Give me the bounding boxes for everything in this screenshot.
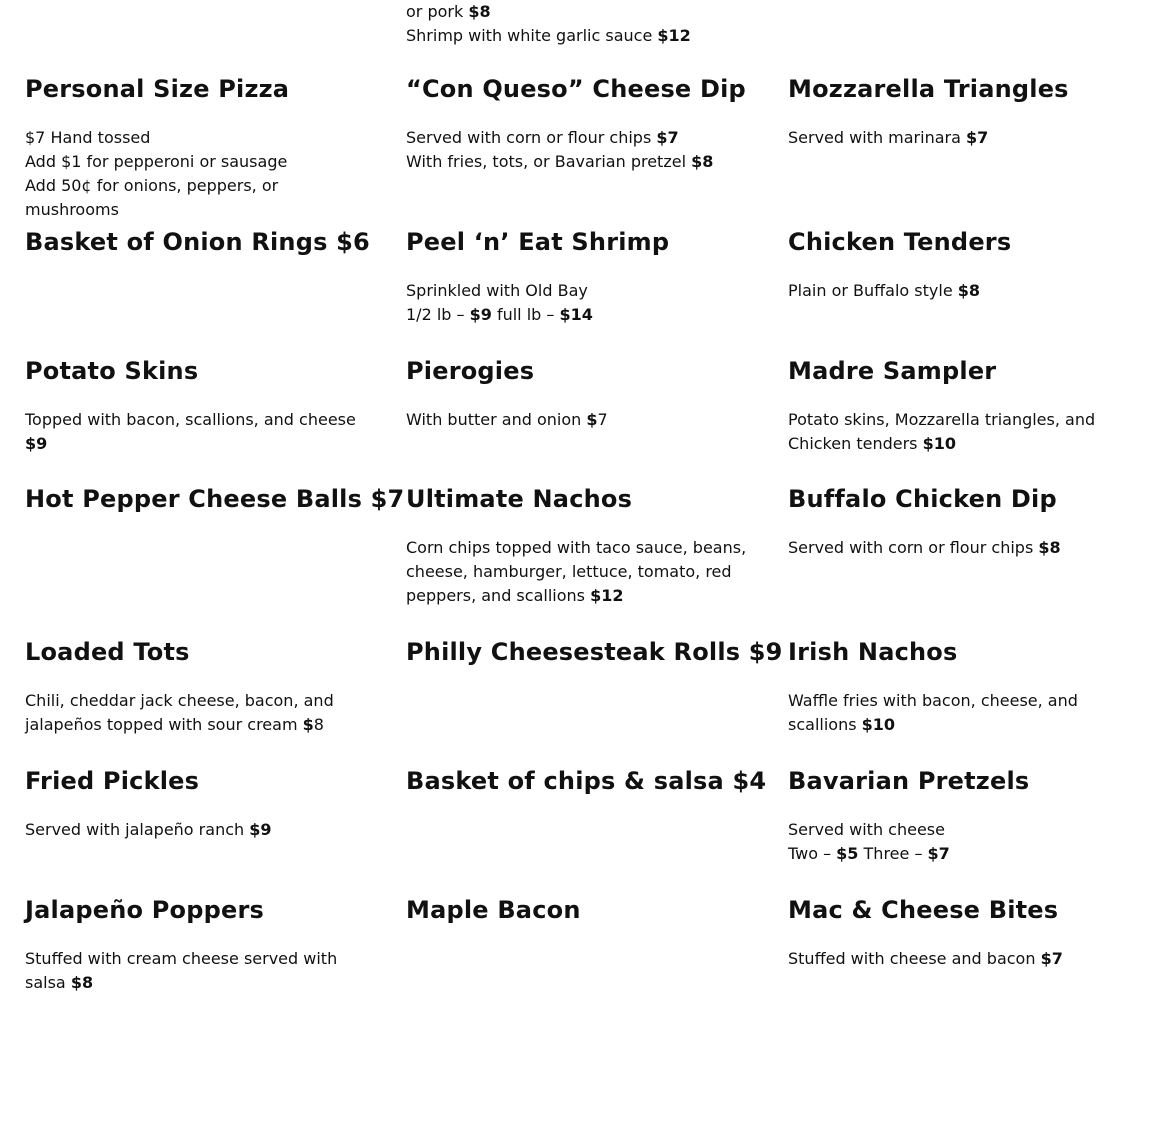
menu-item-description	[788, 818, 1148, 866]
menu-item-title: Philly Cheesesteak Rolls $9	[406, 638, 783, 666]
price: $8	[468, 2, 491, 21]
menu-item-description	[406, 279, 756, 327]
description-line	[788, 536, 1148, 560]
menu-item	[788, 74, 1148, 150]
description-line	[788, 279, 1148, 303]
description-line	[788, 947, 1148, 971]
price: $10	[861, 715, 896, 734]
line-text: Chili, cheddar jack cheese, bacon, and jalapeños topped with sour cream	[25, 691, 334, 734]
menu-item	[25, 74, 375, 222]
menu-item	[788, 484, 1148, 560]
description-line	[406, 126, 756, 150]
description-line	[788, 408, 1148, 456]
price: $8	[957, 281, 981, 300]
price: $10	[922, 434, 956, 453]
menu-item	[406, 74, 756, 174]
menu-item-description	[25, 408, 375, 456]
menu-item	[788, 356, 1148, 456]
description-line	[406, 408, 756, 432]
line-text: Served with corn or flour chips	[788, 538, 1039, 557]
description-line	[406, 150, 756, 174]
line-text: 1/2 lb –	[406, 305, 470, 324]
menu-item-title: Basket of chips & salsa $4	[406, 767, 767, 795]
menu-item-title: Madre Sampler	[788, 357, 997, 385]
menu-item	[788, 637, 1148, 737]
description-line	[406, 536, 756, 608]
menu-item-title: Pierogies	[406, 357, 535, 385]
price: $7	[927, 844, 950, 863]
menu-item	[406, 895, 756, 925]
menu-item	[25, 227, 375, 257]
line-text: Two –	[788, 844, 837, 863]
price: $7	[1040, 949, 1063, 968]
menu-item-title: Irish Nachos	[788, 638, 958, 666]
menu-item-title: Maple Bacon	[406, 896, 581, 924]
line-text: 7	[597, 410, 608, 429]
price: $14	[559, 305, 593, 324]
price: $9	[25, 434, 48, 453]
price: $8	[1038, 538, 1061, 557]
menu-item-title: Basket of Onion Rings $6	[25, 228, 370, 256]
description-line	[788, 818, 1148, 842]
menu-item-description	[788, 536, 1148, 560]
line-text: Sprinkled with Old Bay	[406, 281, 588, 300]
continuation-line	[406, 24, 691, 48]
line-text: Stuffed with cream cheese served with salsa	[25, 949, 338, 992]
description-line	[25, 818, 375, 842]
line-text: Shrimp with white garlic sauce	[406, 26, 658, 45]
menu-item	[406, 484, 756, 608]
menu-item-title: Ultimate Nachos	[406, 485, 633, 513]
line-text: or pork	[406, 2, 469, 21]
price: $12	[590, 586, 624, 605]
line-text: Potato skins, Mozzarella triangles, and Chicken tenders	[788, 410, 1096, 453]
menu-item-description	[406, 408, 756, 432]
line-text: full lb –	[491, 305, 560, 324]
line-text: Served with cheese	[788, 820, 945, 839]
description-line	[25, 947, 375, 995]
menu-item-title: Chicken Tenders	[788, 228, 1012, 256]
menu-item	[406, 766, 767, 796]
price: $5	[836, 844, 859, 863]
line-text: Waffle fries with bacon, cheese, and scallions	[788, 691, 1078, 734]
description-line	[25, 126, 375, 150]
menu-item-description	[406, 536, 756, 608]
line-text: With fries, tots, or Bavarian pretzel	[406, 152, 692, 171]
description-line	[406, 279, 756, 303]
price: $12	[657, 26, 691, 45]
menu-item-title: Loaded Tots	[25, 638, 190, 666]
line-text: Add 50¢ for onions, peppers, or mushrooms	[25, 176, 279, 219]
price: $7	[656, 128, 679, 147]
menu-item-description	[788, 408, 1148, 456]
menu-item-title: “Con Queso” Cheese Dip	[406, 75, 746, 103]
price: $	[586, 410, 598, 429]
menu-item-title: Fried Pickles	[25, 767, 200, 795]
menu-item-title: Buffalo Chicken Dip	[788, 485, 1057, 513]
menu-item-description	[25, 126, 375, 222]
menu-item-description	[788, 947, 1148, 971]
line-text: Served with jalapeño ranch	[25, 820, 250, 839]
price: $7	[966, 128, 989, 147]
menu-item	[25, 766, 375, 842]
price: $	[302, 715, 314, 734]
line-text: 8	[313, 715, 324, 734]
price: $9	[469, 305, 492, 324]
menu-item	[788, 895, 1148, 971]
menu-item-description	[406, 126, 756, 174]
menu-item-title: Jalapeño Poppers	[25, 896, 264, 924]
price: $9	[249, 820, 272, 839]
menu-item-description	[788, 689, 1148, 737]
menu-item	[25, 356, 375, 456]
description-line	[788, 842, 1148, 866]
menu-item-title: Peel ‘n’ Eat Shrimp	[406, 228, 670, 256]
line-text: Corn chips topped with taco sauce, beans, cheese, hamburger, lettuce, tomato, red peppers, and scallions	[406, 538, 747, 605]
line-text: With butter and onion	[406, 410, 587, 429]
description-line	[25, 174, 375, 222]
top-continuation	[406, 0, 691, 48]
line-text: Served with marinara	[788, 128, 966, 147]
line-text: Three –	[858, 844, 928, 863]
continuation-line	[406, 0, 691, 24]
menu-item	[788, 766, 1148, 866]
menu-item-title: Mac & Cheese Bites	[788, 896, 1059, 924]
price: $8	[70, 973, 94, 992]
menu-item	[25, 484, 405, 514]
description-line	[25, 689, 375, 737]
menu-item-description	[25, 818, 375, 842]
line-text: Topped with bacon, scallions, and cheese	[25, 410, 356, 429]
menu-item	[406, 637, 783, 667]
menu-item	[25, 637, 375, 737]
menu-item-title: Personal Size Pizza	[25, 75, 290, 103]
menu-item-title: Potato Skins	[25, 357, 199, 385]
description-line	[788, 689, 1148, 737]
menu-item-description	[25, 689, 375, 737]
menu-item-title: Mozzarella Triangles	[788, 75, 1069, 103]
line-text: Add $1 for pepperoni or sausage	[25, 152, 288, 171]
description-line	[25, 150, 375, 174]
description-line	[25, 408, 375, 456]
menu-item	[406, 227, 756, 327]
menu-item-description	[788, 279, 1148, 303]
description-line	[788, 126, 1148, 150]
menu-item-title: Bavarian Pretzels	[788, 767, 1030, 795]
menu-item	[788, 227, 1148, 303]
menu-item	[406, 356, 756, 432]
line-text: Plain or Buffalo style	[788, 281, 958, 300]
menu-item	[25, 895, 375, 995]
line-text: $7 Hand tossed	[25, 128, 151, 147]
menu-item-description	[788, 126, 1148, 150]
line-text: Served with corn or flour chips	[406, 128, 657, 147]
line-text: Stuffed with cheese and bacon	[788, 949, 1041, 968]
price: $8	[691, 152, 714, 171]
menu-item-title: Hot Pepper Cheese Balls $7	[25, 485, 405, 513]
menu-item-description	[25, 947, 375, 995]
description-line	[406, 303, 756, 327]
